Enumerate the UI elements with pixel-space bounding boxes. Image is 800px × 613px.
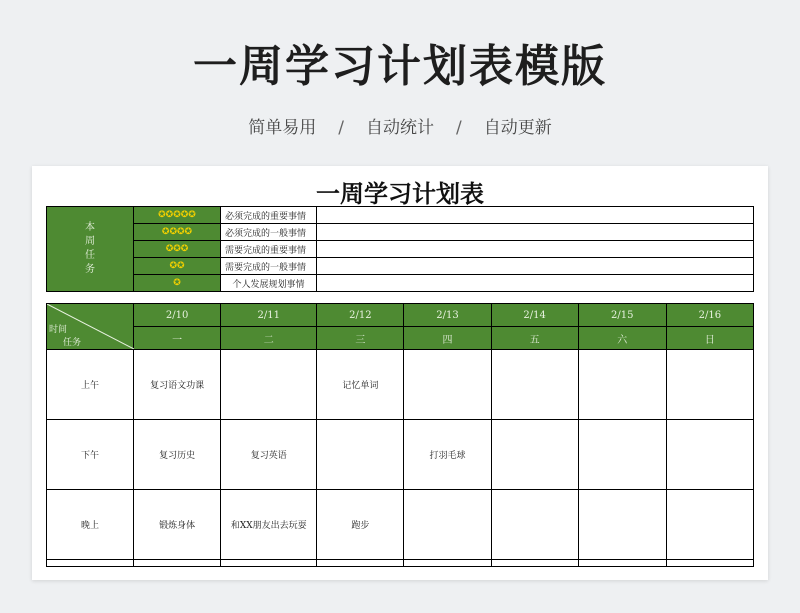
priority-stars-1: ✪ <box>134 275 221 292</box>
schedule-cell[interactable] <box>491 350 578 420</box>
period-label: 晚上 <box>47 490 134 560</box>
schedule-cell[interactable] <box>491 420 578 490</box>
task-category: 需要完成的一般事情 <box>221 258 317 275</box>
page-title: 一周学习计划表模版 <box>193 41 607 92</box>
date-header: 2/14 <box>491 304 578 327</box>
feature-auto-update: 自动更新 <box>483 118 552 138</box>
schedule-cell[interactable]: 复习历史 <box>134 420 221 490</box>
feature-separator: / <box>338 118 344 138</box>
schedule-cell[interactable] <box>317 560 404 567</box>
date-header: 2/13 <box>404 304 491 327</box>
schedule-cell[interactable] <box>221 560 317 567</box>
schedule-cell[interactable] <box>578 490 666 560</box>
feature-auto-stats: 自动统计 <box>366 118 434 138</box>
schedule-cell[interactable] <box>666 350 753 420</box>
schedule-row-cut-off <box>47 560 754 567</box>
weekday-header: 一 <box>134 327 221 350</box>
weekday-header: 五 <box>491 327 578 350</box>
schedule-cell[interactable] <box>666 420 753 490</box>
corner-task-label: 任务 <box>63 338 82 348</box>
schedule-cell[interactable] <box>404 350 491 420</box>
weekday-header: 四 <box>404 327 491 350</box>
priority-stars-4: ✪✪✪✪ <box>134 224 221 241</box>
label-char: 周 <box>85 236 95 247</box>
date-header: 2/12 <box>317 304 404 327</box>
weekly-tasks-table <box>46 206 754 292</box>
priority-stars-2: ✪✪ <box>134 258 221 275</box>
corner-time-label: 时间 <box>49 325 68 335</box>
schedule-cell[interactable]: 和XX朋友出去玩耍 <box>221 490 317 560</box>
schedule-cell[interactable] <box>578 420 666 490</box>
schedule-row-afternoon <box>47 420 754 490</box>
schedule-cell[interactable] <box>404 560 491 567</box>
task-category: 必须完成的一般事情 <box>221 224 317 241</box>
feature-list <box>0 113 800 138</box>
task-entry-cell[interactable] <box>317 224 754 241</box>
schedule-cell[interactable] <box>317 420 404 490</box>
date-header: 2/10 <box>134 304 221 327</box>
date-header: 2/16 <box>666 304 753 327</box>
date-header: 2/11 <box>221 304 317 327</box>
schedule-cell[interactable] <box>578 350 666 420</box>
schedule-cell[interactable] <box>666 490 753 560</box>
task-entry-cell[interactable] <box>317 207 754 224</box>
weekly-schedule-table <box>46 303 754 567</box>
period-label: 下午 <box>47 420 134 490</box>
weekly-tasks-label <box>47 207 134 292</box>
schedule-cell[interactable] <box>221 350 317 420</box>
task-category: 个人发展规划事情 <box>221 275 317 292</box>
date-header: 2/15 <box>578 304 666 327</box>
schedule-cell[interactable] <box>491 560 578 567</box>
schedule-cell[interactable]: 记忆单词 <box>317 350 404 420</box>
feature-separator: / <box>456 118 462 138</box>
time-task-corner-cell <box>47 304 134 350</box>
schedule-cell[interactable] <box>578 560 666 567</box>
feature-easy: 简单易用 <box>248 118 317 138</box>
schedule-cell[interactable]: 复习语文功课 <box>134 350 221 420</box>
weekday-header: 二 <box>221 327 317 350</box>
schedule-row-evening <box>47 490 754 560</box>
schedule-cell[interactable]: 锻炼身体 <box>134 490 221 560</box>
priority-stars-3: ✪✪✪ <box>134 241 221 258</box>
weekday-header: 三 <box>317 327 404 350</box>
label-char: 务 <box>85 264 95 275</box>
schedule-cell[interactable] <box>134 560 221 567</box>
task-entry-cell[interactable] <box>317 275 754 292</box>
schedule-cell[interactable]: 打羽毛球 <box>404 420 491 490</box>
spreadsheet-preview <box>32 166 768 580</box>
schedule-cell[interactable]: 跑步 <box>317 490 404 560</box>
task-entry-cell[interactable] <box>317 241 754 258</box>
schedule-cell[interactable]: 复习英语 <box>221 420 317 490</box>
label-char: 任 <box>85 250 95 261</box>
period-label: 上午 <box>47 350 134 420</box>
schedule-cell[interactable] <box>666 560 753 567</box>
task-entry-cell[interactable] <box>317 258 754 275</box>
weekday-header: 六 <box>578 327 666 350</box>
label-char: 本 <box>85 222 95 233</box>
sheet-title: 一周学习计划表 <box>316 179 484 208</box>
schedule-cell[interactable] <box>404 490 491 560</box>
weekday-header: 日 <box>666 327 753 350</box>
schedule-cell[interactable] <box>491 490 578 560</box>
task-category: 需要完成的重要事情 <box>221 241 317 258</box>
schedule-row-morning <box>47 350 754 420</box>
schedule-cell[interactable] <box>47 560 134 567</box>
priority-stars-5: ✪✪✪✪✪ <box>134 207 221 224</box>
task-category: 必须完成的重要事情 <box>221 207 317 224</box>
